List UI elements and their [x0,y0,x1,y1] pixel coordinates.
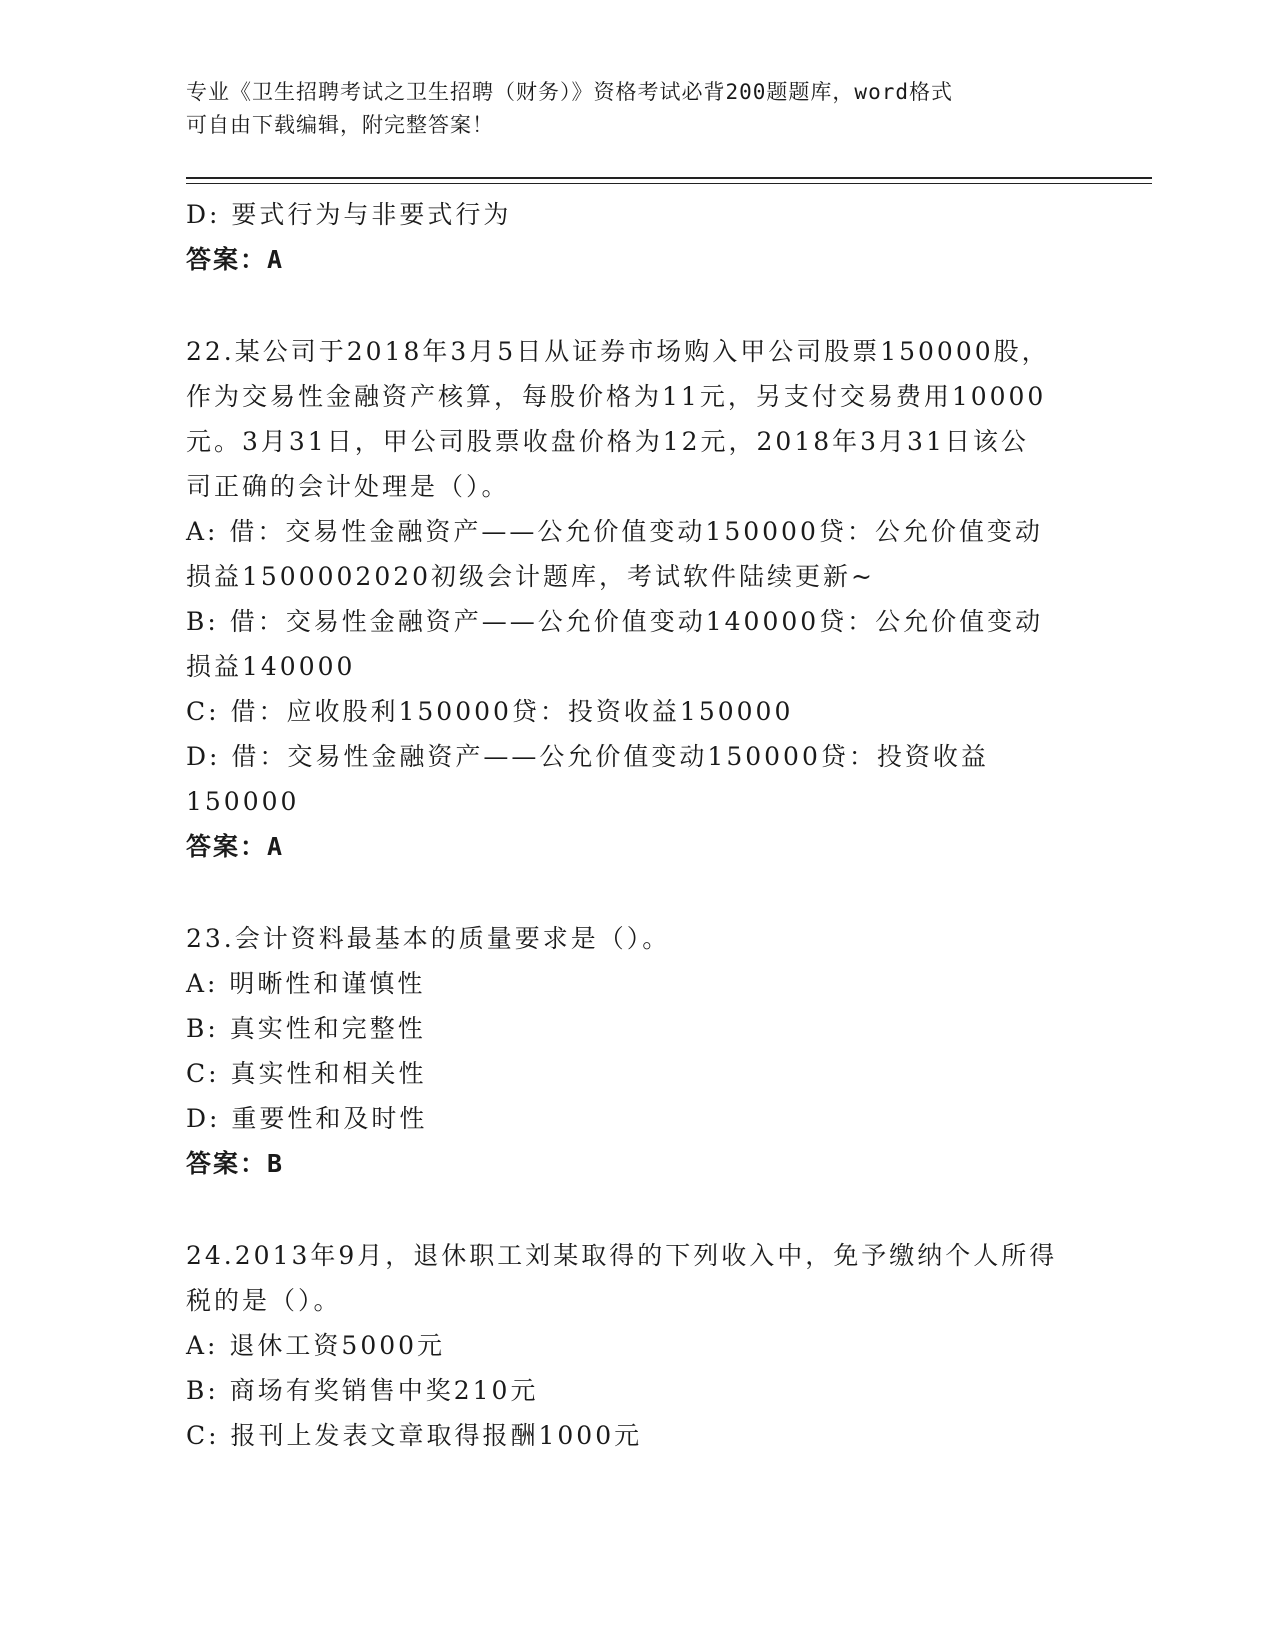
option-b: B: 真实性和完整性 [186,1014,426,1043]
option-a-continued: 损益1500002020初级会计题库，考试软件陆续更新~ [186,562,876,591]
document-header [186,76,1066,142]
question-stem: 作为交易性金融资产核算，每股价格为11元，另支付交易费用10000 [186,382,1047,411]
question-stem: 司正确的会计处理是（）。 [186,472,510,501]
option-a: A: 借：交易性金融资产——公允价值变动150000贷：公允价值变动 [186,517,1043,546]
answer-line: 答案：A [186,832,285,861]
option-d-continued: 150000 [186,787,300,816]
header-title-line-2: 可自由下载编辑，附完整答案！ [186,113,494,137]
option-c: C: 报刊上发表文章取得报酬1000元 [186,1421,643,1450]
question-21-tail [186,192,1086,282]
question-stem: 24.2013年9月，退休职工刘某取得的下列收入中，免予缴纳个人所得 [186,1241,1058,1270]
option-c: C: 借：应收股利150000贷：投资收益150000 [186,697,794,726]
question-list [186,192,1086,1458]
option-d: D: 重要性和及时性 [186,1104,428,1133]
question-23 [186,916,1086,1186]
answer-line: 答案：A [186,245,285,274]
question-24 [186,1233,1086,1458]
option-a: A: 明晰性和谨慎性 [186,969,426,998]
option-a: A: 退休工资5000元 [186,1331,446,1360]
option-b: B: 商场有奖销售中奖210元 [186,1376,539,1405]
question-stem: 23.会计资料最基本的质量要求是（）。 [186,924,671,953]
option-d: D: 要式行为与非要式行为 [186,200,512,229]
header-divider-thick [186,177,1152,179]
question-stem: 22.某公司于2018年3月5日从证券市场购入甲公司股票150000股， [186,337,1050,366]
header-divider-thin [186,183,1152,184]
answer-line: 答案：B [186,1149,285,1178]
question-stem: 元。3月31日，甲公司股票收盘价格为12元，2018年3月31日该公 [186,427,1029,456]
option-c: C: 真实性和相关性 [186,1059,427,1088]
option-b-continued: 损益140000 [186,652,356,681]
question-stem: 税的是（）。 [186,1286,342,1315]
option-d: D: 借：交易性金融资产——公允价值变动150000贷：投资收益 [186,742,989,771]
option-b: B: 借：交易性金融资产——公允价值变动140000贷：公允价值变动 [186,607,1044,636]
header-title-line-1: 专业《卫生招聘考试之卫生招聘（财务）》资格考试必背200题题库，word格式 [186,80,953,104]
question-22 [186,329,1086,869]
